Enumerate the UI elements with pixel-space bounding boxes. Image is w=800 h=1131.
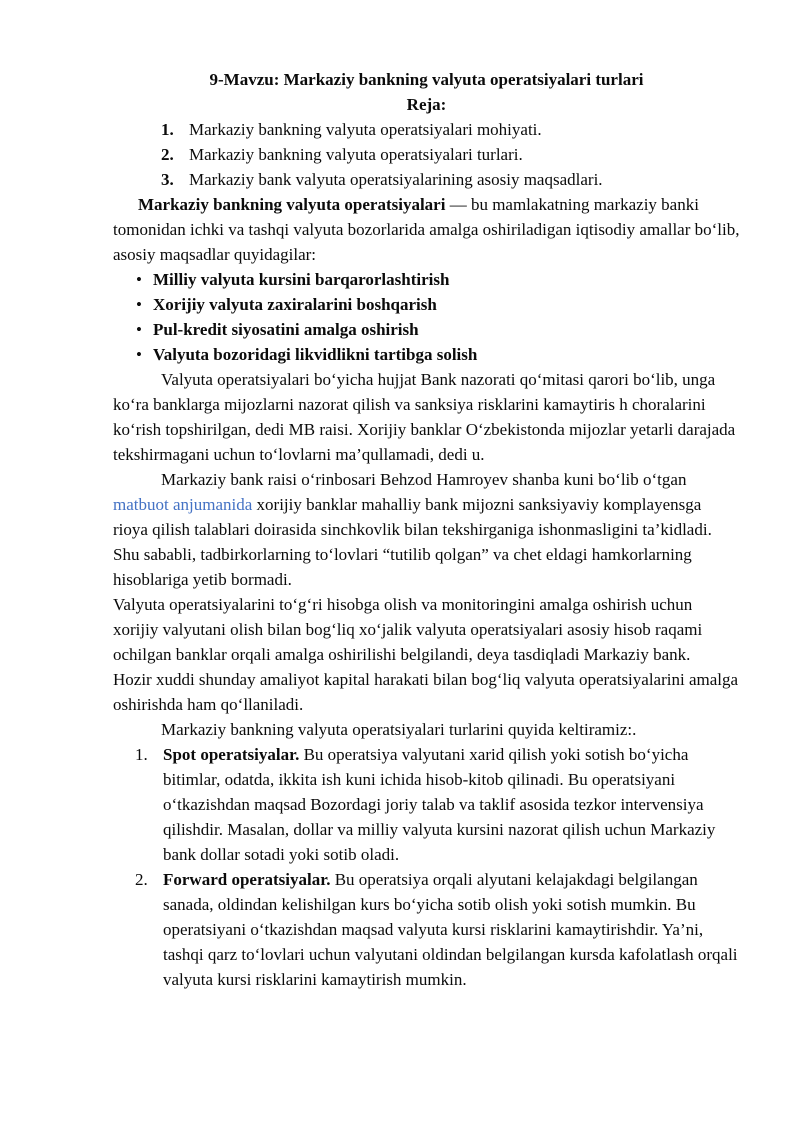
bullet-marker: • — [136, 345, 142, 364]
reja-item-text: Markaziy bankning valyuta operatsiyalari mohiyati. — [189, 120, 542, 139]
bullet-marker: • — [136, 295, 142, 314]
matbuot-anjumanida-link[interactable]: matbuot anjumanida — [113, 495, 253, 514]
operation-text — [163, 742, 740, 867]
reja-heading: Reja: — [406, 95, 447, 114]
operation-item-spot — [113, 742, 740, 867]
goal-item — [113, 342, 740, 367]
goal-text: Pul-kredit siyosatini amalga oshirish — [153, 320, 419, 339]
paragraph-turlar: Markaziy bankning valyuta operatsiyalari turlarini quyida keltiramiz:. — [161, 720, 637, 739]
intro-rest: — bu mamlakatning markaziy banki tomonidan ichki va tashqi valyuta bozorlarida amalga oshiriladigan iqtisodiy amallar bo‘lib, asosiy maqsadlar quyidagilar: — [113, 195, 740, 264]
goal-item — [113, 292, 740, 317]
intro-bold-lead: Markaziy bankning valyuta operatsiyalari — [138, 195, 446, 214]
paragraph-hamroyev — [113, 467, 740, 592]
goal-text: Valyuta bozoridagi likvidlikni tartibga solish — [153, 345, 478, 364]
operation-title-bold: Spot operatsiyalar. — [163, 745, 300, 764]
goal-text: Milliy valyuta kursini barqarorlashtirish — [153, 270, 450, 289]
operation-number: 1. — [135, 745, 148, 764]
reja-item — [113, 142, 740, 167]
goals-list — [113, 267, 740, 367]
bullet-marker: • — [136, 270, 142, 289]
reja-item-number: 2. — [161, 145, 174, 164]
document-title: 9-Mavzu: Markaziy bankning valyuta operatsiyalari turlari — [209, 70, 644, 89]
hamroyev-before-link: Markaziy bank raisi o‘rinbosari Behzod Hamroyev shanba kuni bo‘lib o‘tgan — [161, 470, 687, 489]
reja-list — [113, 117, 740, 192]
goal-text: Xorijiy valyuta zaxiralarini boshqarish — [153, 295, 437, 314]
hamroyev-after-link: xorijiy banklar mahalliy bank mijozni sanksiyaviy komplayensga rioya qilish talablari doirasida sinchkovlik bilan tekshirganiga ishonmasligini ta’kidladi. Shu sababli, tadbirkorlarning to‘lovlari “tutilib qolgan” va chet eldagi hamkorlarning hisoblariga yetib bormadi. — [113, 495, 712, 589]
operations-list — [113, 742, 740, 992]
paragraph-hujjat: Valyuta operatsiyalari bo‘yicha hujjat Bank nazorati qo‘mitasi qarori bo‘lib, unga ko‘ra banklarga mijozlarni nazorat qilish va sanksiya risklarini kamaytiris h choralarini ko‘rish topshirilgan, dedi MB raisi. Xorijiy banklar O‘zbekistonda mijozlar yetarli darajada tekshirmagani uchun to‘lovlarni ma’qullamadi, dedi u. — [113, 370, 736, 464]
operation-description: Bu operatsiya orqali alyutani kelajakdagi belgilangan sanada, oldindan kelishilgan kurs bo‘yicha sotib olish yoki sotish mumkin. Bu operatsiyani o‘tkazishdan maqsad valyuta kursi risklarini kamaytirishdir. Ya’ni, tashqi qarz to‘lovlari uchun valyutani oldindan belgilangan kursda kafolatlash orqali valyuta kursi risklarini kamaytirish mumkin. — [163, 870, 738, 989]
reja-item-text: Markaziy bank valyuta operatsiyalarining asosiy maqsadlari. — [189, 170, 603, 189]
operation-item-forward — [113, 867, 740, 992]
reja-item — [113, 117, 740, 142]
operation-number: 2. — [135, 870, 148, 889]
operation-description: Bu operatsiya valyutani xarid qilish yoki sotish bo‘yicha bitimlar, odatda, ikkita ish kuni ichida hisob-kitob qilinadi. Bu operatsiyani o‘tkazishdan maqsad Bozordagi joriy talab va taklif asosida tezkor intervensiya qilishdir. Masalan, dollar va milliy valyuta kursini nazorat qilish uchun Markaziy bank dollar sotadi yoki sotib oladi. — [163, 745, 716, 864]
reja-item-number: 3. — [161, 170, 174, 189]
reja-item-number: 1. — [161, 120, 174, 139]
operation-title-bold: Forward operatsiyalar. — [163, 870, 331, 889]
goal-item — [113, 267, 740, 292]
operation-text — [163, 867, 740, 992]
paragraph-monitoring: Valyuta operatsiyalarini to‘g‘ri hisobga olish va monitoringini amalga oshirish uchun xorijiy valyutani olish bilan bog‘liq xo‘jalik valyuta operatsiyalari asosiy hisob raqami ochilgan banklar orqali amalga oshirilishi belgilandi, deya tasdiqladi Markaziy bank. — [113, 595, 703, 664]
reja-item-text: Markaziy bankning valyuta operatsiyalari turlari. — [189, 145, 523, 164]
goal-item — [113, 317, 740, 342]
reja-item — [113, 167, 740, 192]
bullet-marker: • — [136, 320, 142, 339]
intro-paragraph — [113, 192, 740, 267]
paragraph-hozir: Hozir xuddi shunday amaliyot kapital harakati bilan bog‘liq valyuta operatsiyalarini amalga oshirishda ham qo‘llaniladi. — [113, 670, 739, 714]
